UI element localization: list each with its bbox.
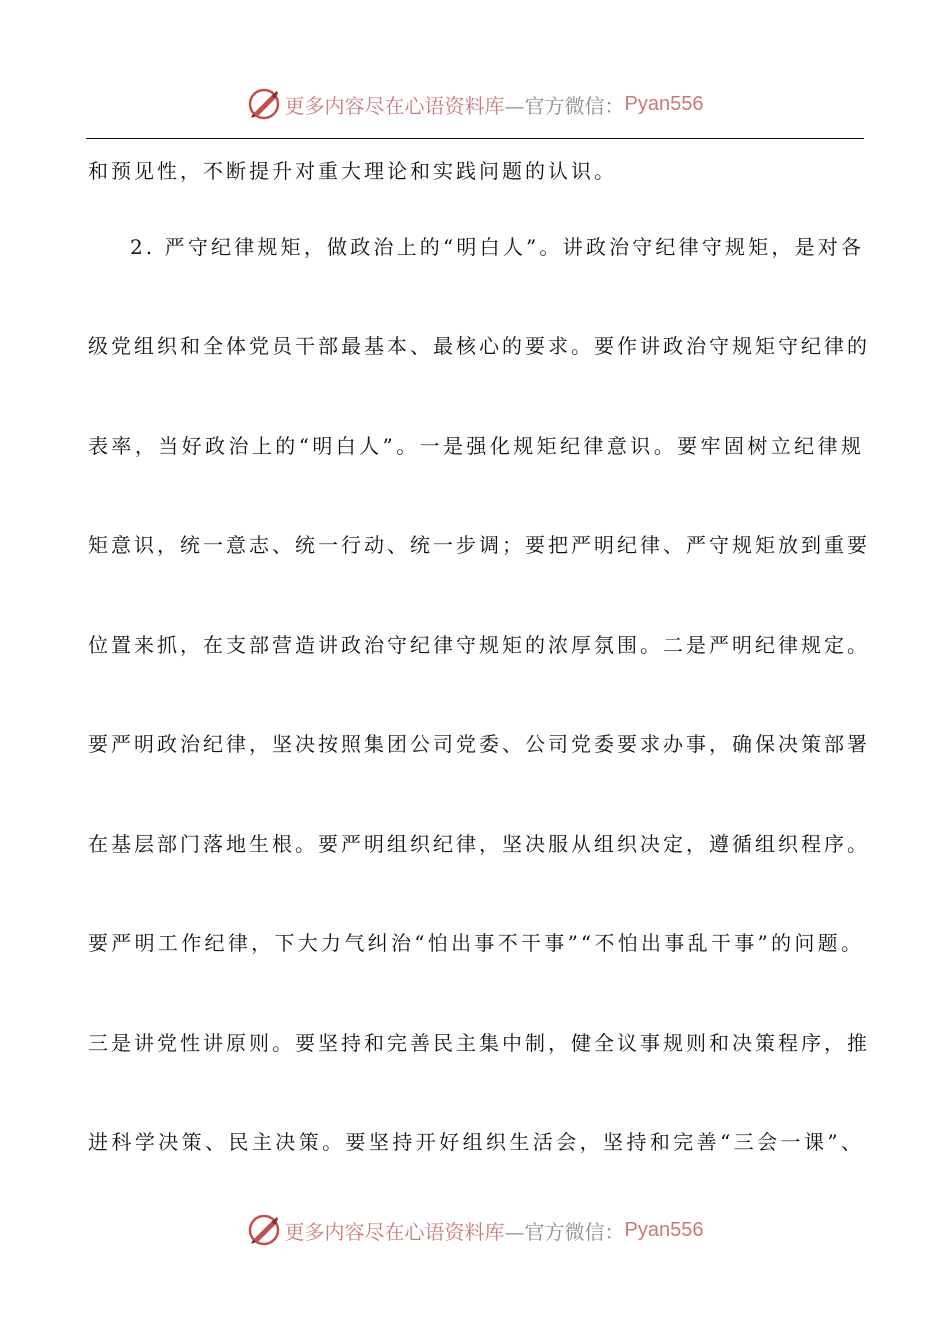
body-line: 要严明工作纪律，下大力气纠治“怕出事不干事”“不怕出事乱干事”的问题。	[88, 931, 864, 955]
body-line: 三是讲党性讲原则。要坚持和完善民主集中制，健全议事规则和决策程序，推	[88, 1031, 870, 1055]
body-line: 位置来抓，在支部营造讲政治守纪律守规矩的浓厚氛围。二是严明纪律规定。	[88, 633, 870, 657]
body-line: 进科学决策、民主决策。要坚持开好组织生活会，坚持和完善“三会一课”、	[88, 1130, 864, 1154]
body-line: 在基层部门落地生根。要严明组织纪律，坚决服从组织决定，遵循组织程序。	[88, 832, 870, 856]
pen-logo-icon	[247, 1213, 281, 1247]
watermark-official: —官方微信：	[504, 93, 625, 118]
header-divider	[86, 138, 864, 139]
watermark-official: —官方微信：	[504, 1219, 625, 1244]
watermark-brand: 更多内容尽在心语资料库	[284, 93, 505, 118]
body-line: 矩意识，统一意志、统一行动、统一步调；要把严明纪律、严守规矩放到重要	[88, 533, 870, 557]
body-line: 2. 严守纪律规矩，做政治上的“明白人”。讲政治守纪律守规矩，是对各	[130, 235, 864, 259]
header-watermark	[0, 82, 950, 126]
body-line: 级党组织和全体党员干部最基本、最核心的要求。要作讲政治守规矩守纪律的	[88, 334, 870, 358]
watermark-wechat-id: Pyan556	[624, 92, 704, 115]
footer-watermark	[0, 1208, 950, 1252]
body-line: 表率，当好政治上的“明白人”。一是强化规矩纪律意识。要牢固树立纪律规	[88, 434, 864, 458]
watermark-wechat-id: Pyan556	[624, 1218, 704, 1241]
pen-logo-icon	[247, 87, 281, 121]
watermark-brand: 更多内容尽在心语资料库	[284, 1219, 505, 1244]
body-line: 和预见性，不断提升对重大理论和实践问题的认识。	[88, 159, 617, 183]
body-line: 要严明政治纪律，坚决按照集团公司党委、公司党委要求办事，确保决策部署	[88, 732, 870, 756]
